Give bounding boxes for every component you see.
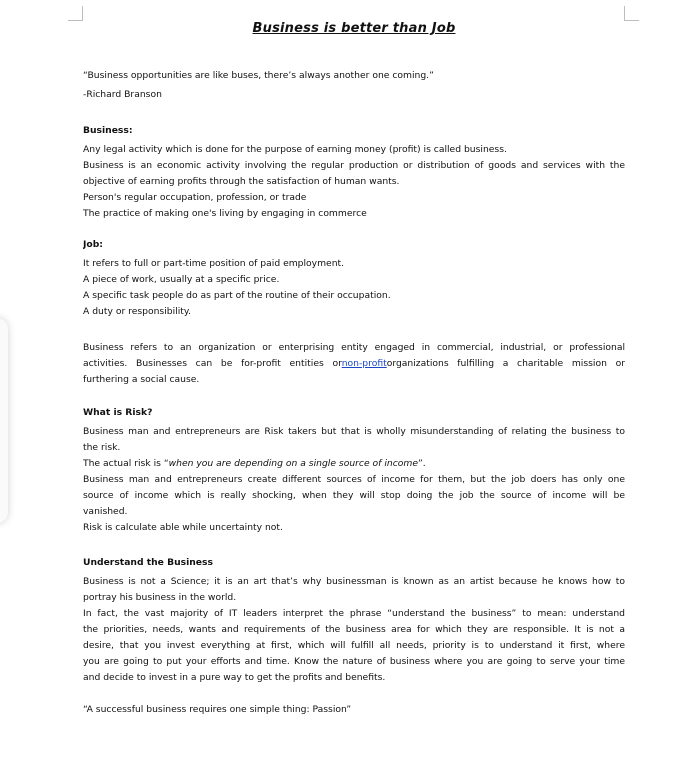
risk-line: the risk. (83, 442, 121, 453)
business-heading: Business: (83, 125, 133, 136)
risk-line (83, 456, 625, 472)
business-line: objective of earning profits through the satisfaction of human wants. (83, 176, 400, 187)
risk-italic-text: when you are depending on a single source of income (168, 458, 418, 469)
understand-line: and decide to invest in a pure way to get the profits and benefits. (83, 672, 386, 683)
crop-mark-top-left (68, 6, 83, 21)
business-refers-text: organizations fulfilling a charitable mission or (386, 358, 625, 369)
business-line: Business is an economic activity involving the regular production or distribution of goods and services with the (83, 160, 625, 171)
risk-text: ”. (417, 458, 426, 469)
job-line: A piece of work, usually at a specific price. (83, 274, 280, 285)
crop-mark-top-right (624, 6, 639, 21)
business-refers-line (83, 356, 625, 372)
business-refers-line: furthering a social cause. (83, 374, 200, 385)
business-refers-text: activities. Businesses can be for-profit entities or (83, 358, 342, 369)
understand-line: In fact, the vast majority of IT leaders interpret the phrase “understand the business” to mean: understand (83, 608, 625, 619)
risk-line: source of income which is really shocking, when they will stop doing the job the source of income will be (83, 490, 625, 501)
job-line: It refers to full or part-time position of paid employment. (83, 258, 345, 269)
business-refers-line: Business refers to an organization or enterprising entity engaged in commercial, industrial, or professional (83, 342, 625, 353)
job-line: A duty or responsibility. (83, 306, 191, 317)
job-heading: Job: (83, 239, 103, 250)
non-profit-link[interactable]: non-profit (341, 358, 387, 369)
document-title: Business is better than Job (252, 21, 456, 36)
opening-quote: “Business opportunities are like buses, there’s always another one coming.” (83, 70, 434, 81)
risk-line: vanished. (83, 506, 128, 517)
job-line: A specific task people do as part of the routine of their occupation. (83, 290, 391, 301)
understand-line: the priorities, needs, wants and requirements of the business area for which they are responsible. It is not a (83, 624, 625, 635)
risk-text: The actual risk is “ (83, 458, 169, 469)
side-panel-edge[interactable] (0, 318, 8, 523)
closing-quote: “A successful business requires one simple thing: Passion” (83, 704, 352, 715)
risk-line: Risk is calculate able while uncertainty not. (83, 522, 283, 533)
understand-line: Business is not a Science; it is an art that’s why businessman is known as an artist because he knows how to (83, 576, 625, 587)
business-line: Any legal activity which is done for the purpose of earning money (profit) is called business. (83, 144, 507, 155)
quote-author: -Richard Branson (83, 89, 162, 100)
understand-line: desire, that you invest everything at first, which will fulfill all needs, priority is to understand it first, where (83, 640, 625, 651)
business-line: Person's regular occupation, profession, or trade (83, 192, 307, 203)
risk-line: Business man and entrepreneurs create different sources of income for them, but the job doers has only one (83, 474, 625, 485)
understand-line: portray his business in the world. (83, 592, 237, 603)
business-line: The practice of making one's living by engaging in commerce (83, 208, 367, 219)
risk-line: Business man and entrepreneurs are Risk takers but that is wholly misunderstanding of relating the business to (83, 426, 625, 437)
understand-heading: Understand the Business (83, 557, 213, 568)
understand-line: you are going to put your efforts and time. Know the nature of business where you are going to serve your time (83, 656, 625, 667)
risk-heading: What is Risk? (83, 407, 153, 418)
